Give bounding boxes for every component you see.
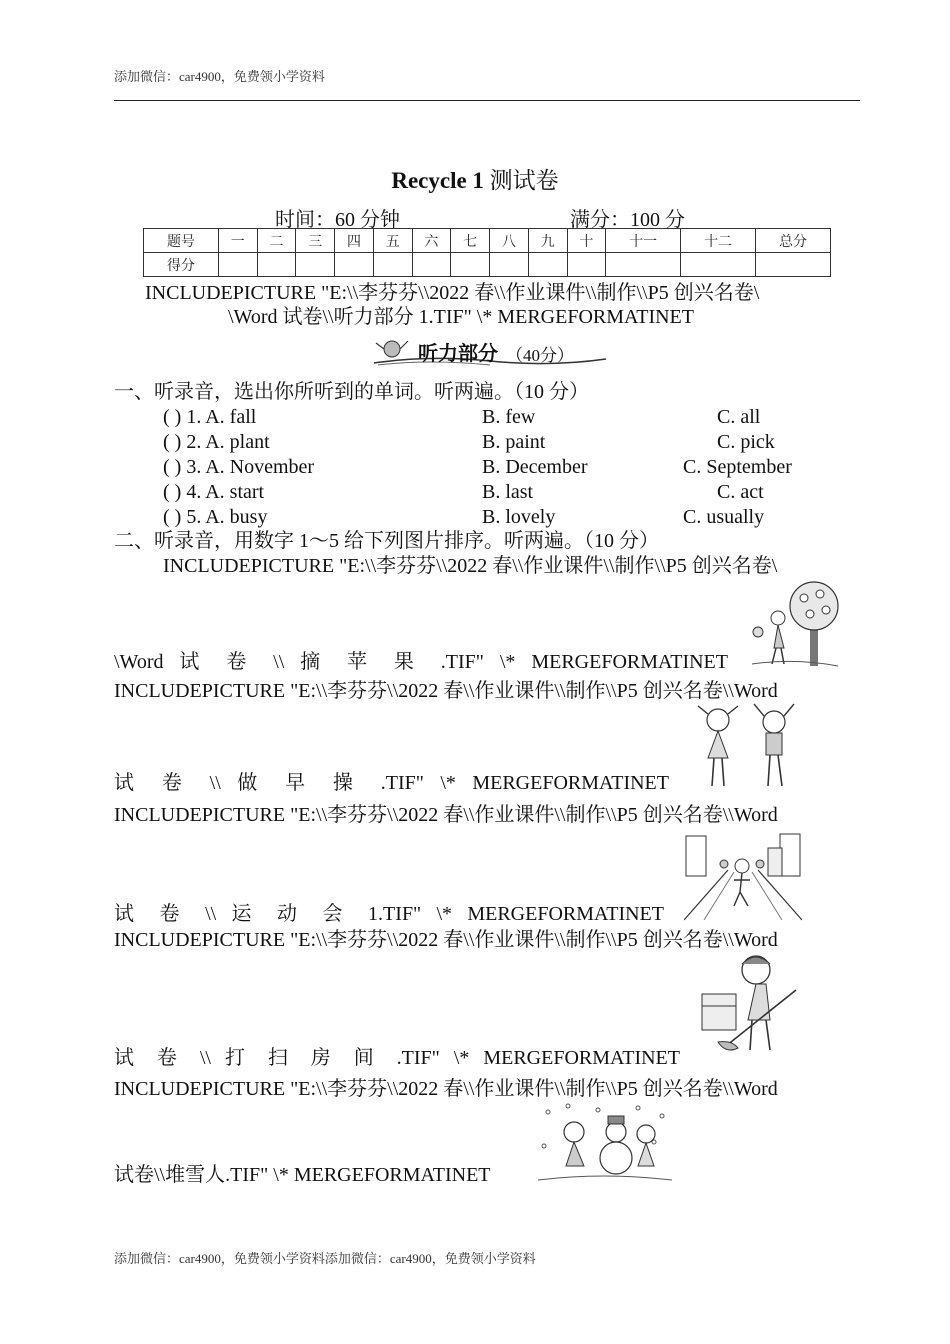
cleaning-room-picture xyxy=(696,950,804,1056)
score-cell: 六 xyxy=(412,229,451,253)
exam-full-score: 满分：100 分 xyxy=(570,209,685,231)
score-cell: 十一 xyxy=(606,229,681,253)
score-blank-cell xyxy=(335,253,374,277)
option-c: C. September xyxy=(683,456,792,478)
score-cell: 九 xyxy=(528,229,567,253)
score-blank-cell xyxy=(412,253,451,277)
title-bold: Recycle 1 xyxy=(391,168,484,193)
field-code-line: INCLUDEPICTURE "E:\\李芬芬\\2022 春\\作业课件\\制作\\P5 创兴名卷\ xyxy=(145,282,760,304)
page-title xyxy=(0,162,950,195)
score-table-header-row xyxy=(144,229,831,253)
exam-time: 时间：60 分钟 xyxy=(275,209,400,231)
score-cell: 一 xyxy=(218,229,257,253)
score-cell: 十二 xyxy=(681,229,756,253)
title-rest: 测试卷 xyxy=(483,168,559,193)
score-cell: 八 xyxy=(490,229,529,253)
score-blank-cell xyxy=(373,253,412,277)
score-cell: 三 xyxy=(296,229,335,253)
score-cell: 二 xyxy=(257,229,296,253)
header-divider xyxy=(114,100,860,101)
field-code-line: INCLUDEPICTURE "E:\\李芬芬\\2022 春\\作业课件\\制作\\P5 创兴名卷\\Word xyxy=(114,929,778,951)
morning-exercises-picture xyxy=(688,702,804,792)
banner-score: （40分） xyxy=(506,346,574,365)
page-footer-note: 添加微信：car4900，免费领小学资料添加微信：car4900，免费领小学资料 xyxy=(114,1251,536,1266)
score-cell: 七 xyxy=(451,229,490,253)
score-table xyxy=(143,228,831,277)
field-code-line: 试卷\\堆雪人.TIF" \* MERGEFORMATINET xyxy=(114,1164,491,1186)
picking-apples-picture xyxy=(748,578,840,670)
question-number: ( ) 5. A. busy xyxy=(163,506,268,528)
option-b: B. last xyxy=(482,481,534,503)
question-number: ( ) 3. A. November xyxy=(163,456,315,478)
sports-meet-picture xyxy=(684,830,802,922)
question-number: ( ) 2. A. plant xyxy=(163,431,270,453)
score-cell: 五 xyxy=(373,229,412,253)
field-code-line: INCLUDEPICTURE "E:\\李芬芬\\2022 春\\作业课件\\制作\\P5 创兴名卷\\Word xyxy=(114,1078,778,1100)
score-blank-cell xyxy=(567,253,606,277)
score-blank-cell xyxy=(490,253,529,277)
score-cell: 题号 xyxy=(144,229,219,253)
question-number: ( ) 1. A. fall xyxy=(163,406,257,428)
option-b: B. paint xyxy=(482,431,546,453)
score-blank-cell xyxy=(606,253,681,277)
page-header-note: 添加微信：car4900，免费领小学资料 xyxy=(114,69,325,84)
field-code-line: \Word 试卷\\听力部分 1.TIF" \* MERGEFORMATINET xyxy=(228,306,694,328)
banner-title: 听力部分 xyxy=(418,341,498,365)
part2-heading: 二、听录音，用数字 1～5 给下列图片排序。听两遍。（10 分） xyxy=(114,530,659,552)
score-blank-cell xyxy=(257,253,296,277)
score-cell: 总分 xyxy=(756,229,831,253)
snowman-picture xyxy=(538,1102,672,1184)
field-code-line: \Word 试 卷 \\ 摘 苹 果 .TIF" \* MERGEFORMATINET xyxy=(114,651,728,673)
score-cell: 十 xyxy=(567,229,606,253)
option-b: B. lovely xyxy=(482,506,556,528)
option-c: C. usually xyxy=(683,506,765,528)
field-code-line: INCLUDEPICTURE "E:\\李芬芬\\2022 春\\作业课件\\制作\\P5 创兴名卷\\Word xyxy=(114,804,778,826)
field-code-line: 试 卷 \\ 做 早 操 .TIF" \* MERGEFORMATINET xyxy=(114,772,669,794)
score-blank-cell xyxy=(296,253,335,277)
field-code-line: 试 卷 \\ 运 动 会 1.TIF" \* MERGEFORMATINET xyxy=(114,903,664,925)
score-blank-cell xyxy=(756,253,831,277)
score-blank-cell xyxy=(451,253,490,277)
score-blank-cell xyxy=(528,253,567,277)
option-c: C. all xyxy=(717,406,761,428)
score-blank-cell xyxy=(218,253,257,277)
field-code-line: INCLUDEPICTURE "E:\\李芬芬\\2022 春\\作业课件\\制作\\P5 创兴名卷\ xyxy=(163,555,778,577)
listening-section-banner xyxy=(370,335,610,369)
option-b: B. December xyxy=(482,456,588,478)
option-c: C. pick xyxy=(717,431,775,453)
score-blank-cell xyxy=(681,253,756,277)
field-code-line: INCLUDEPICTURE "E:\\李芬芬\\2022 春\\作业课件\\制作\\P5 创兴名卷\\Word xyxy=(114,680,778,702)
field-code-line: 试 卷 \\ 打 扫 房 间 .TIF" \* MERGEFORMATINET xyxy=(114,1047,680,1069)
part1-heading: 一、听录音，选出你所听到的单词。听两遍。（10 分） xyxy=(114,381,589,403)
question-number: ( ) 4. A. start xyxy=(163,481,265,503)
score-cell: 四 xyxy=(335,229,374,253)
score-label-cell: 得分 xyxy=(144,253,219,277)
option-b: B. few xyxy=(482,406,536,428)
option-c: C. act xyxy=(717,481,764,503)
score-table-score-row xyxy=(144,253,831,277)
